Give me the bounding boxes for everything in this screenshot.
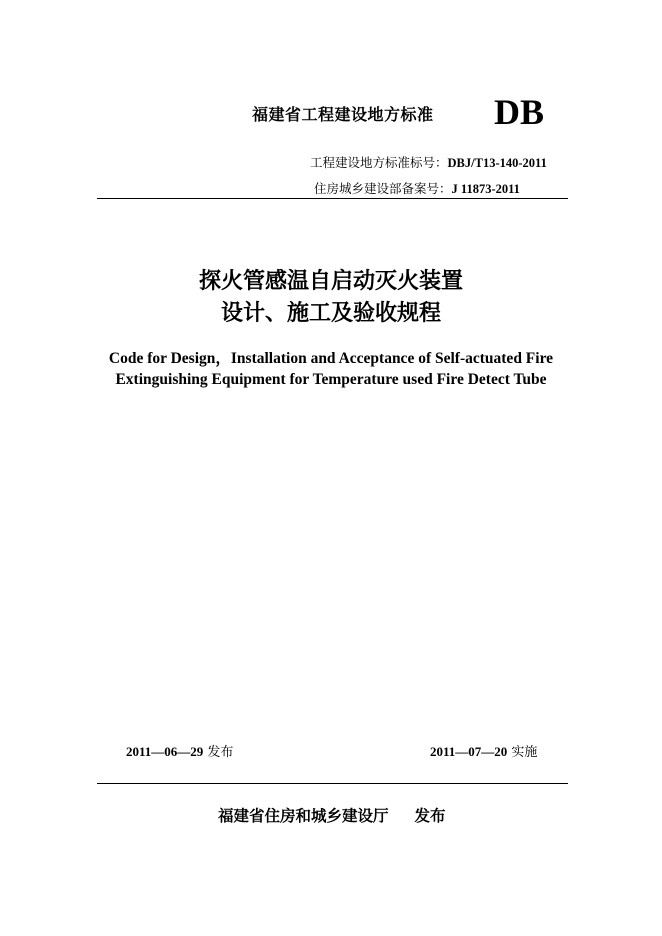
standard-org: 福建省工程建设地方标准 (252, 105, 434, 124)
record-number-label: 住房城乡建设部备案号： (314, 181, 452, 196)
issue-date: 2011—06—29 (126, 744, 204, 759)
record-number: J 11873-2011 (451, 182, 520, 196)
standard-number-label: 工程建设地方标准标号： (310, 155, 448, 170)
publisher-line (218, 804, 446, 826)
title-cn-line-2: 设计、施工及验收规程 (220, 301, 441, 326)
header-divider (97, 198, 568, 199)
issue-label: 发布 (203, 745, 234, 760)
db-mark: DB (494, 92, 545, 132)
title-en-line-1: Code for Design，Installation and Acceptance of Self-actuated Fire (108, 350, 554, 367)
effective-date-line (430, 743, 537, 762)
publish-label: 发布 (414, 807, 446, 825)
standard-number-line (310, 155, 547, 171)
publisher-name: 福建省住房和城乡建设厅 (218, 807, 389, 825)
record-number-line (314, 181, 520, 197)
effective-date: 2011—07—20 (430, 744, 508, 759)
title-en-line-2: Extinguishing Equipment for Temperature used Fire Detect Tube (115, 371, 547, 388)
footer-divider (97, 783, 568, 784)
title-cn-line-1: 探火管感温自启动灭火装置 (198, 269, 463, 294)
issue-date-line (126, 743, 233, 762)
standard-number: DBJ/T13-140-2011 (447, 156, 547, 170)
effective-label: 实施 (507, 745, 538, 760)
